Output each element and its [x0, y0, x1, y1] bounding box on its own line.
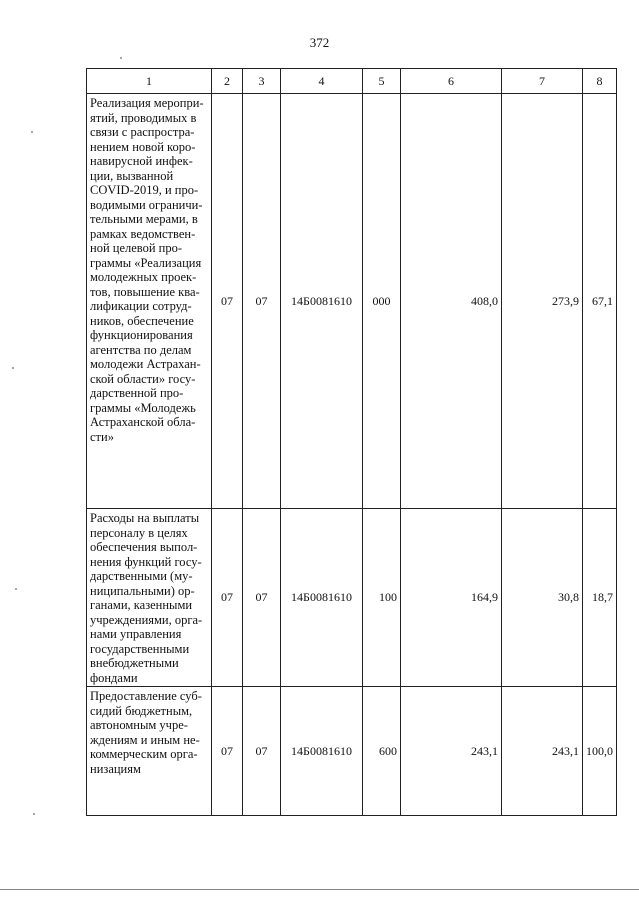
- column-header: 5: [363, 69, 401, 94]
- cell-section: 07: [212, 94, 243, 509]
- scan-speck: [120, 57, 122, 59]
- row-description: Реализация меропри- ятий, проводимых в связи с распростра- нением новой коро- навирусной инфек- ции, вызванной COVID-2019, и про- водимыми ограничи- тельными мерами, в рамках ведомствен- ной целевой про- граммы «Реализация молодежных проек- тов, повышение ква- лификации сотруд- ников, обеспечение функционирования агентства по делам молодежи Астрахан- ской области» госу- дарственной про- граммы «Молодежь Астраханской обла- сти»: [87, 94, 212, 509]
- cell-value-8: 67,1: [583, 94, 617, 509]
- column-header: 4: [281, 69, 363, 94]
- header-row: [87, 69, 617, 94]
- budget-table: [86, 68, 617, 816]
- cell-subsection: 07: [243, 509, 281, 687]
- cell-value-6: 164,9: [401, 509, 502, 687]
- scan-speck: [31, 131, 33, 133]
- column-header: 2: [212, 69, 243, 94]
- cell-section: 07: [212, 509, 243, 687]
- row-description: Расходы на выплаты персоналу в целях обеспечения выпол- нения функций госу- дарственными (му- ниципальными) ор- ганами, казенными учреждениями, орга- нами управления государственными внебюджетными фондами: [87, 509, 212, 687]
- cell-value-7: 243,1: [502, 687, 583, 816]
- cell-target-code: 14Б0081610: [281, 509, 363, 687]
- cell-target-code: 14Б0081610: [281, 687, 363, 816]
- cell-expense-type: 100: [363, 509, 401, 687]
- cell-expense-type: 600: [363, 687, 401, 816]
- column-header: 7: [502, 69, 583, 94]
- row-description: Предоставление суб- сидий бюджетным, автономным учре- ждениям и иным не- коммерческим орга- низациям: [87, 687, 212, 816]
- table-row: [87, 687, 617, 816]
- table-row: [87, 509, 617, 687]
- cell-section: 07: [212, 687, 243, 816]
- column-header: 3: [243, 69, 281, 94]
- cell-value-8: 100,0: [583, 687, 617, 816]
- page-number: 372: [309, 35, 330, 50]
- column-header: 1: [87, 69, 212, 94]
- cell-value-6: 408,0: [401, 94, 502, 509]
- scan-speck: [15, 588, 17, 590]
- column-header: 8: [583, 69, 617, 94]
- scan-speck: [12, 367, 14, 369]
- cell-subsection: 07: [243, 687, 281, 816]
- scan-speck: [33, 813, 35, 815]
- cell-value-7: 273,9: [502, 94, 583, 509]
- cell-value-8: 18,7: [583, 509, 617, 687]
- column-header: 6: [401, 69, 502, 94]
- cell-subsection: 07: [243, 94, 281, 509]
- table-row: [87, 94, 617, 509]
- cell-value-7: 30,8: [502, 509, 583, 687]
- cell-target-code: 14Б0081610: [281, 94, 363, 509]
- cell-expense-type: 000: [363, 94, 401, 509]
- page-edge-line: [0, 889, 639, 890]
- cell-value-6: 243,1: [401, 687, 502, 816]
